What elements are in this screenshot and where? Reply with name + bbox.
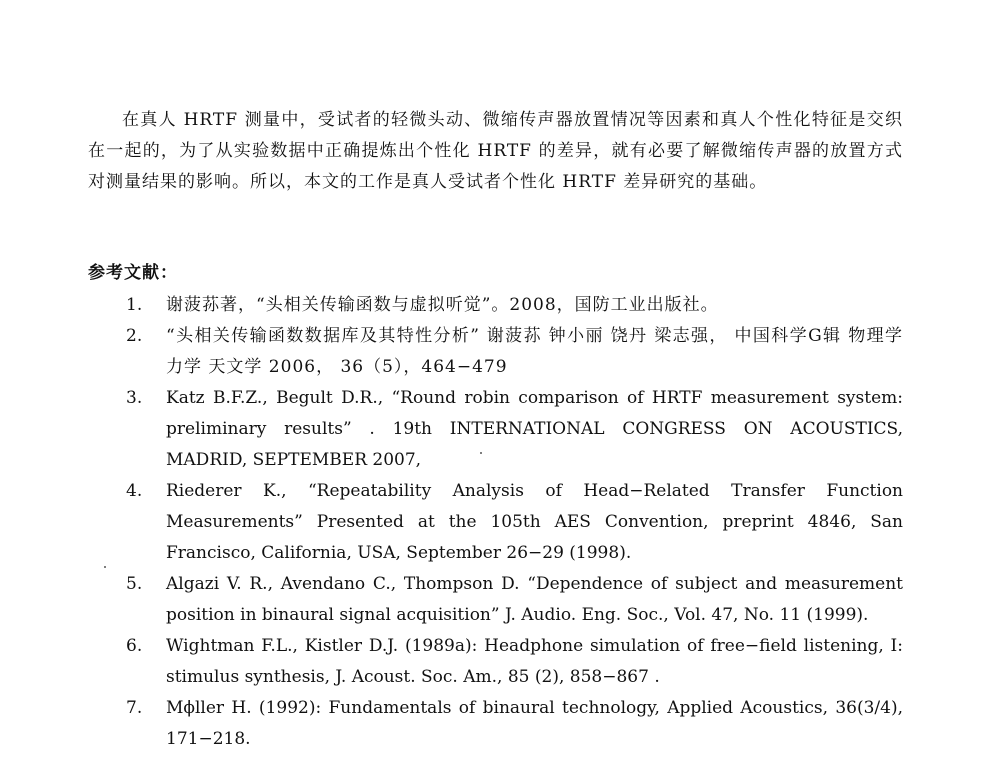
reference-number: 1. <box>126 295 143 315</box>
scan-speck <box>480 452 482 454</box>
reference-text: Katz B.F.Z., Begult D.R., “Round robin comparison of HRTF measurement system: preliminary results” . 19th INTERNATIONAL CONGRESS ON ACOUSTICS, MADRID, SEPTEMBER 2007, <box>166 388 903 470</box>
reference-item <box>88 693 903 755</box>
reference-item <box>88 321 903 383</box>
reference-number: 5. <box>126 574 143 594</box>
reference-number: 2. <box>126 326 143 346</box>
reference-text: Mϕller H. (1992): Fundamentals of binaural technology, Applied Acoustics, 36(3/4), 171−218. <box>166 698 903 749</box>
reference-text: 谢菠荪著，“头相关传输函数与虚拟听觉”。2008，国防工业出版社。 <box>166 295 719 315</box>
reference-text: Riederer K., “Repeatability Analysis of Head−Related Transfer Function Measurements” Presented at the 105th AES Convention, preprint 4846, San Francisco, California, USA, September 26−29 (1998). <box>166 481 903 563</box>
reference-item <box>88 383 903 476</box>
reference-text: Algazi V. R., Avendano C., Thompson D. “Dependence of subject and measurement position in binaural signal acquisition” J. Audio. Eng. Soc., Vol. 47, No. 11 (1999). <box>166 574 903 625</box>
references-heading: 参考文献： <box>88 263 178 283</box>
reference-text: Wightman F.L., Kistler D.J. (1989a): Headphone simulation of free−field listening, I: stimulus synthesis, J. Acoust. Soc. Am., 85 (2), 858−867 . <box>166 636 903 687</box>
body-paragraph: 在真人 HRTF 测量中，受试者的轻微头动、微缩传声器放置情况等因素和真人个性化特征是交织在一起的，为了从实验数据中正确提炼出个性化 HRTF 的差异，就有必要了解微缩传声器的放置方式对测量结果的影响。所以，本文的工作是真人受试者个性化 HRTF 差异研究的基础。 <box>88 110 903 192</box>
scan-speck <box>104 566 106 568</box>
references-list <box>88 290 903 755</box>
reference-text: “头相关传输函数数据库及其特性分析” 谢菠荪 钟小丽 饶丹 梁志强， 中国科学G辑 物理学 力学 天文学 2006， 36（5），464−479 <box>166 326 903 377</box>
reference-number: 6. <box>126 636 143 656</box>
reference-number: 4. <box>126 481 143 501</box>
reference-item <box>88 476 903 569</box>
reference-item <box>88 631 903 693</box>
reference-number: 3. <box>126 388 143 408</box>
reference-number: 7. <box>126 698 143 718</box>
reference-item <box>88 569 903 631</box>
reference-item <box>88 290 903 321</box>
